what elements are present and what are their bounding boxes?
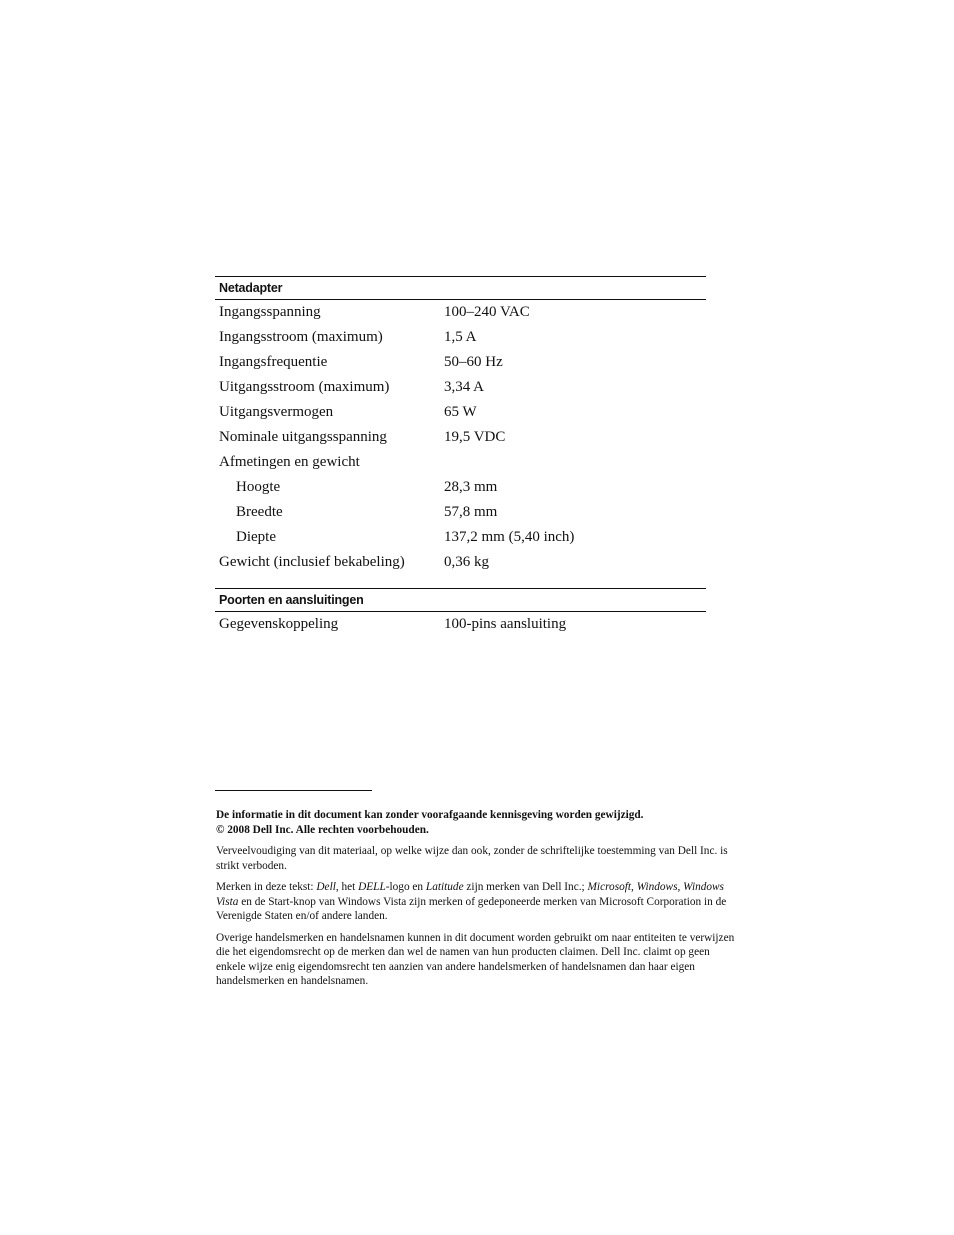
netadapter-table [215,276,706,575]
text-run: zijn merken van Dell Inc.; [463,881,588,893]
row-value: 19,5 VDC [444,429,506,445]
row-value: 28,3 mm [444,479,498,495]
text-run: -logo en [385,881,426,893]
poorten-table [215,588,706,637]
table-row [215,525,706,550]
row-label: Afmetingen en gewicht [219,454,360,470]
row-value: 50–60 Hz [444,354,503,370]
notice-line: De informatie in dit document kan zonder voorafgaande kennisgeving worden gewijzigd. [216,809,644,821]
row-label: Diepte [236,529,276,545]
text-run: , [677,881,684,893]
netadapter-heading: Netadapter [215,276,706,300]
row-label: Hoogte [236,479,281,495]
row-value: 100-pins aansluiting [444,616,567,632]
row-label: Gewicht (inclusief bekabeling) [219,554,405,570]
table-row [215,450,706,475]
trademark-dell: Dell [316,881,336,893]
row-label: Ingangsstroom (maximum) [219,329,383,345]
other-trademarks-paragraph: Overige handelsmerken en handelsnamen kunnen in dit document worden gebruikt om naar entiteiten te verwijzen die het eigendomsrecht op de merken dan wel de namen van hun producten claimen. Dell Inc. claimt op geen enkele wijze enig eigendomsrecht ten aanzien van andere handelsmerken of handelsnamen dan haar eigen handelsmerken en handelsnamen. [216,931,735,987]
notice-paragraph [216,808,738,837]
table-row [215,375,706,400]
row-value: 100–240 VAC [444,304,530,320]
trademarks-paragraph [216,880,738,924]
row-value: 3,34 A [444,379,485,395]
text-run: , [631,881,637,893]
table-row [215,325,706,350]
reproduction-paragraph: Verveelvoudiging van dit materiaal, op welke wijze dan ook, zonder de schriftelijke toestemming van Dell Inc. is strikt verboden. [216,845,728,872]
row-label: Gegevenskoppeling [219,616,339,632]
table-row [215,400,706,425]
table-row [215,425,706,450]
trademark-windows: Windows [636,881,678,893]
table-row [215,500,706,525]
table-row [215,612,706,637]
row-label: Breedte [236,504,283,520]
text-run: Merken in deze tekst: [216,881,317,893]
row-value: 137,2 mm (5,40 inch) [444,529,575,545]
row-label: Ingangsspanning [219,304,321,320]
poorten-heading: Poorten en aansluitingen [215,588,706,612]
legal-notes [216,808,738,996]
trademark-latitude: Latitude [425,881,464,893]
table-row [215,475,706,500]
row-label: Uitgangsvermogen [219,404,334,420]
row-label: Nominale uitgangsspanning [219,429,387,445]
trademark-dell-logo: DELL [358,881,386,893]
row-value: 65 W [444,404,477,420]
row-value: 0,36 kg [444,554,489,570]
trademark-windows-vista: Windows Vista [216,881,724,908]
row-label: Uitgangsstroom (maximum) [219,379,390,395]
text-run: , het [335,881,359,893]
row-value: 57,8 mm [444,504,498,520]
text-run: en de Start-knop van Windows Vista zijn merken of gedeponeerde merken van Microsoft Corporation in de Verenigde Staten en/of andere landen. [216,895,727,922]
row-label: Ingangsfrequentie [219,354,328,370]
footnote-divider [215,790,372,791]
table-row [215,350,706,375]
table-row [215,550,706,575]
copyright-line: © 2008 Dell Inc. Alle rechten voorbehouden. [216,823,429,836]
trademark-microsoft: Microsoft [587,881,632,893]
row-value: 1,5 A [444,329,477,345]
table-row [215,300,706,325]
